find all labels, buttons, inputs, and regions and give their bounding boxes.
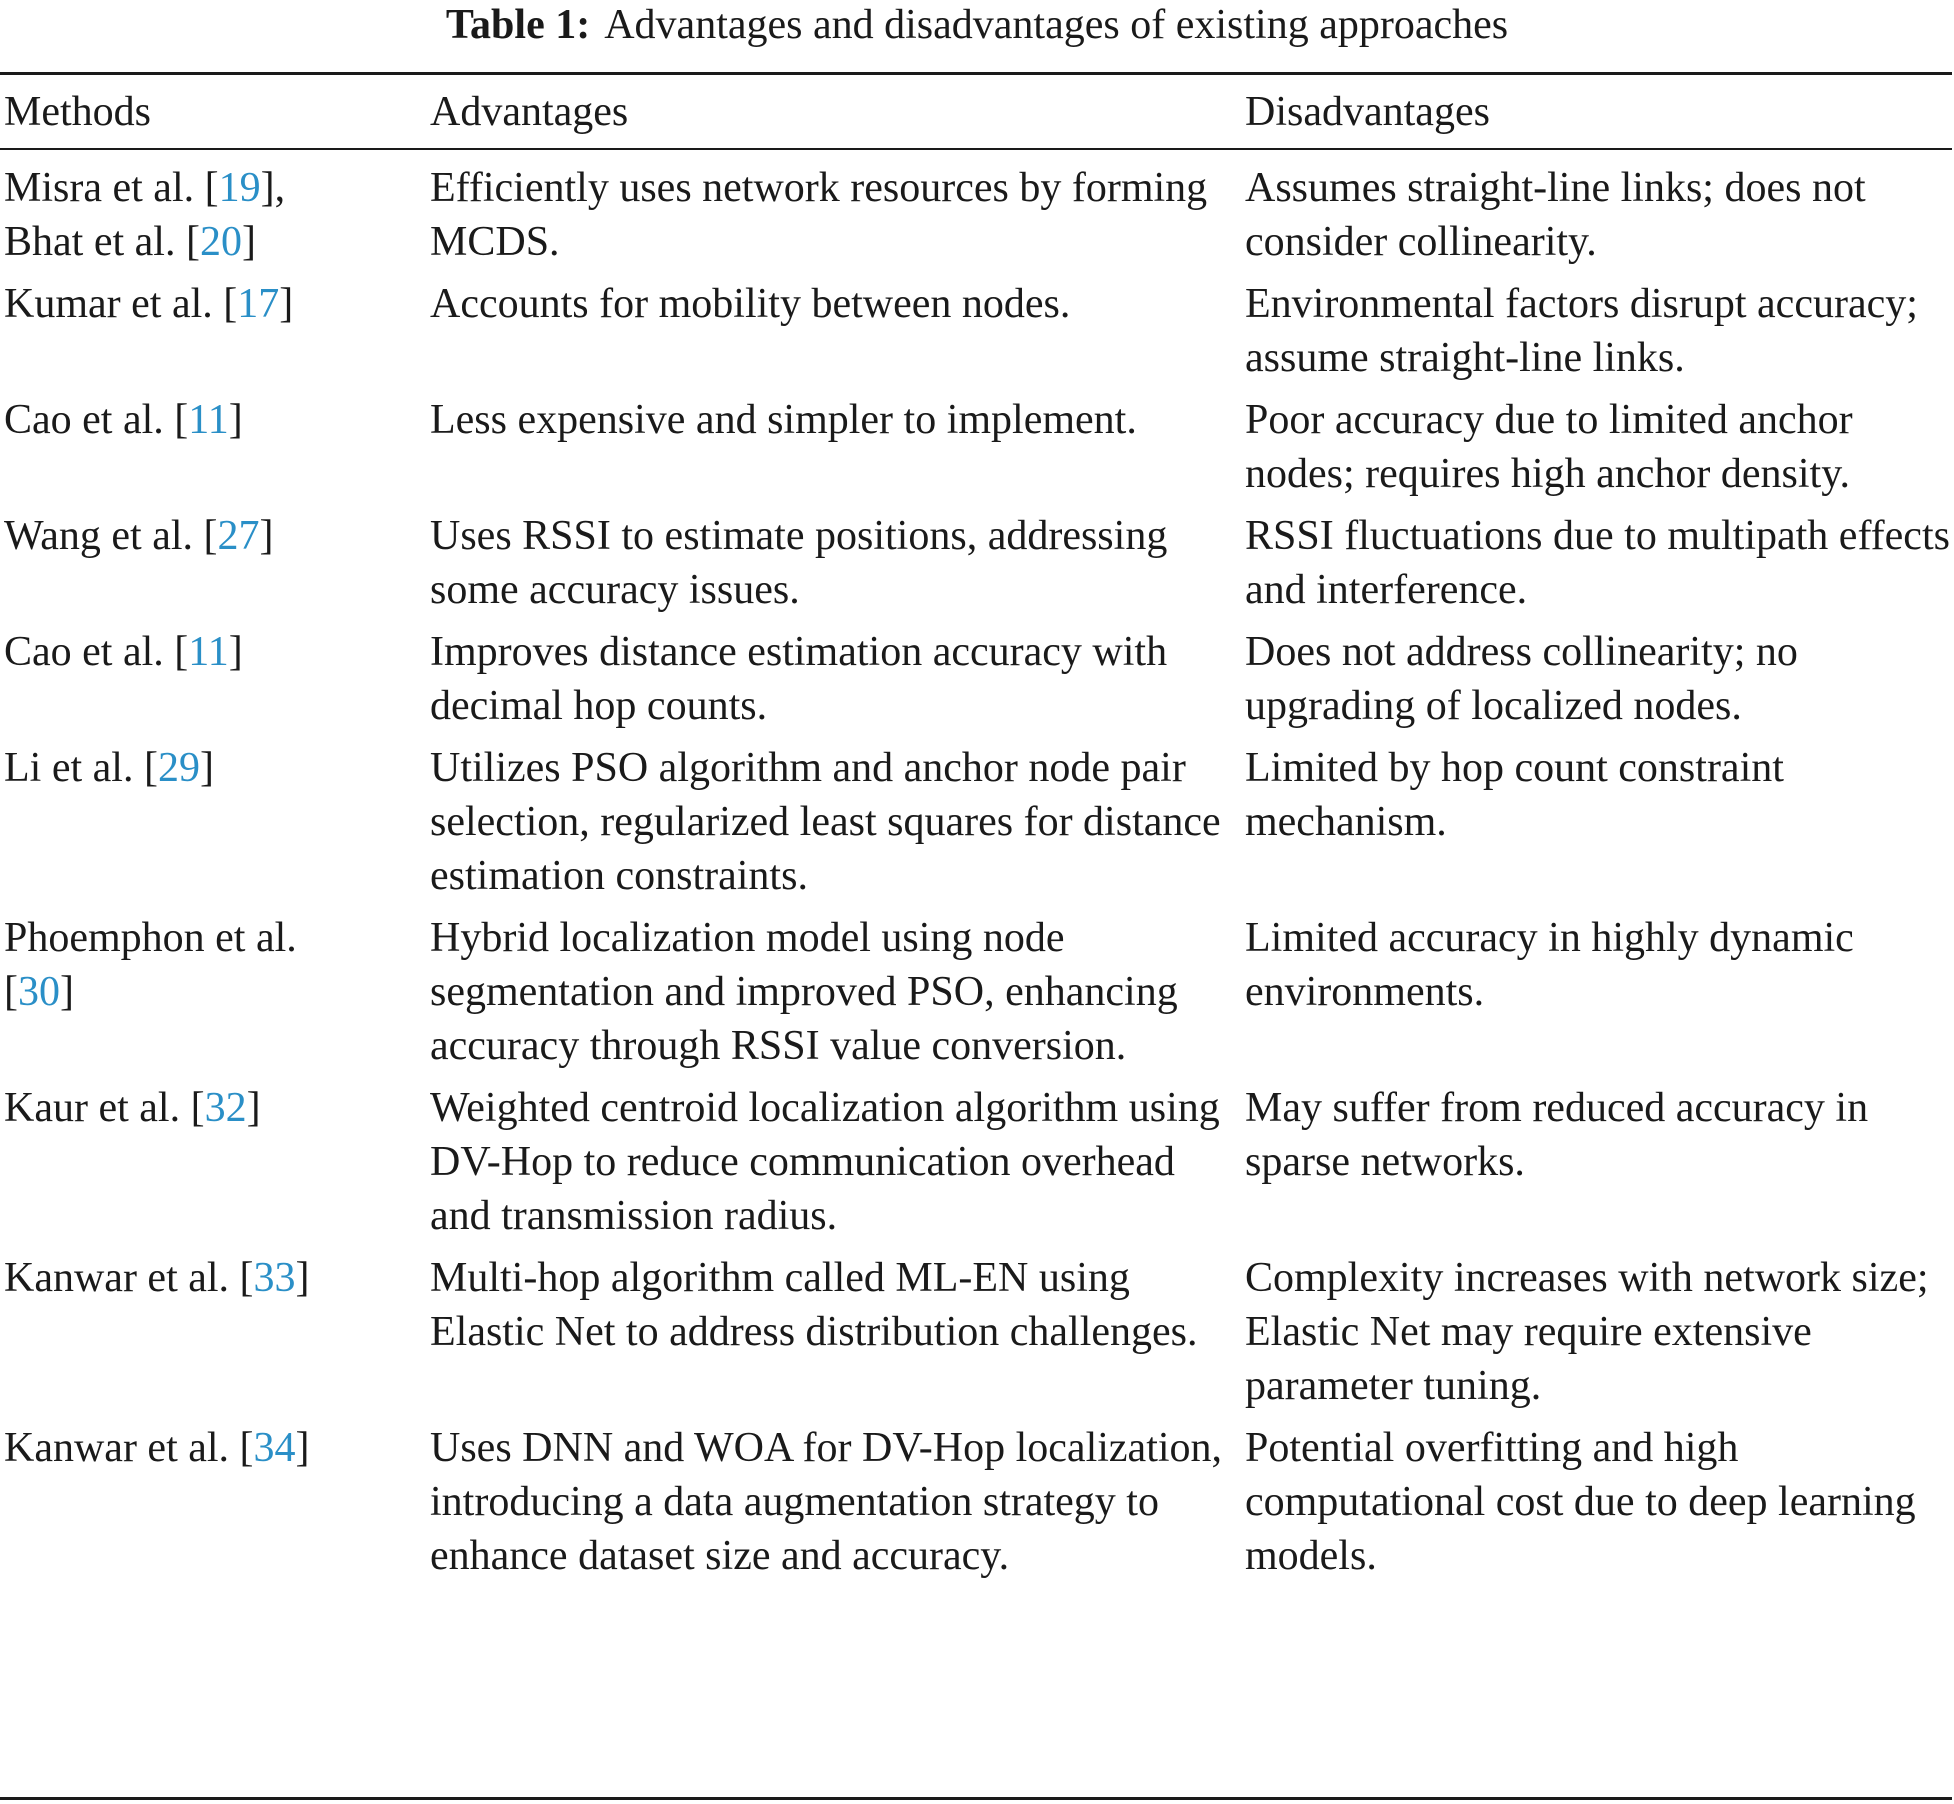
method-cell: Phoemphon et al. [30] [4, 915, 297, 1015]
bottom-rule [0, 1797, 1952, 1800]
citation-link[interactable]: 34 [253, 1425, 296, 1471]
table-caption-label: Table 1: [445, 2, 591, 48]
disadvantages-cell: Potential overfitting and high computational cost due to deep learning models. [1245, 1425, 1916, 1579]
table-caption [0, 0, 1954, 50]
table-row [0, 1081, 1954, 1251]
citation-link[interactable]: 33 [253, 1255, 296, 1301]
disadvantages-cell: Environmental factors disrupt accuracy; assume straight-line links. [1245, 281, 1918, 381]
method-cell: Misra et al. [19], Bhat et al. [20] [4, 165, 286, 265]
advantages-cell: Efficiently uses network resources by forming MCDS. [430, 165, 1208, 265]
advantages-cell: Less expensive and simpler to implement. [430, 397, 1137, 443]
header-disadvantages: Disadvantages [1245, 88, 1490, 135]
citation-link[interactable]: 11 [188, 397, 229, 443]
citation-link[interactable]: 17 [237, 281, 280, 327]
disadvantages-cell: Does not address collinearity; no upgrading of localized nodes. [1245, 629, 1798, 729]
citation-link[interactable]: 32 [204, 1085, 247, 1131]
table-row [0, 741, 1954, 911]
method-cell: Kanwar et al. [33] [4, 1255, 310, 1301]
method-cell: Cao et al. [11] [4, 397, 243, 443]
citation-link[interactable]: 11 [188, 629, 229, 675]
citation-link[interactable]: 29 [157, 745, 200, 791]
advantages-cell: Multi-hop algorithm called ML-EN using Elastic Net to address distribution challenges. [430, 1255, 1198, 1355]
disadvantages-cell: Limited by hop count constraint mechanism. [1245, 745, 1784, 845]
advantages-cell: Uses RSSI to estimate positions, addressing some accuracy issues. [430, 513, 1168, 613]
citation-link[interactable]: 19 [218, 165, 261, 211]
method-cell: Li et al. [29] [4, 745, 214, 791]
table-row [0, 393, 1954, 509]
table-row [0, 1251, 1954, 1421]
method-cell: Kumar et al. [17] [4, 281, 294, 327]
method-cell: Kanwar et al. [34] [4, 1425, 310, 1471]
method-cell: Wang et al. [27] [4, 513, 274, 559]
table-row [0, 148, 1954, 277]
method-cell: Kaur et al. [32] [4, 1085, 261, 1131]
table-caption-text: Advantages and disadvantages of existing approaches [604, 2, 1509, 48]
disadvantages-cell: Complexity increases with network size; Elastic Net may require extensive parameter tuning. [1245, 1255, 1929, 1409]
disadvantages-cell: Limited accuracy in highly dynamic environments. [1245, 915, 1854, 1015]
disadvantages-cell: RSSI fluctuations due to multipath effects and interference. [1245, 513, 1950, 613]
table-row [0, 911, 1954, 1081]
citation-link[interactable]: 30 [18, 969, 60, 1015]
header-methods: Methods [4, 88, 151, 135]
citation-link[interactable]: 20 [199, 219, 242, 265]
comparison-table [0, 75, 1954, 1591]
method-cell: Cao et al. [11] [4, 629, 243, 675]
table-row [0, 509, 1954, 625]
table-header-row [0, 75, 1954, 148]
advantages-cell: Improves distance estimation accuracy with decimal hop counts. [430, 629, 1168, 729]
disadvantages-cell: May suffer from reduced accuracy in sparse networks. [1245, 1085, 1869, 1185]
disadvantages-cell: Assumes straight-line links; does not consider collinearity. [1245, 165, 1866, 265]
advantages-cell: Uses DNN and WOA for DV-Hop localization, introducing a data augmentation strategy to enhance dataset size and accuracy. [430, 1425, 1223, 1579]
table-row [0, 277, 1954, 393]
advantages-cell: Hybrid localization model using node segmentation and improved PSO, enhancing accuracy through RSSI value conversion. [430, 915, 1178, 1069]
header-advantages: Advantages [430, 88, 629, 135]
advantages-cell: Utilizes PSO algorithm and anchor node pair selection, regularized least squares for distance estimation constraints. [430, 745, 1221, 899]
citation-link[interactable]: 27 [217, 513, 260, 559]
disadvantages-cell: Poor accuracy due to limited anchor nodes; requires high anchor density. [1245, 397, 1853, 497]
table-row [0, 625, 1954, 741]
table-row [0, 1421, 1954, 1591]
advantages-cell: Accounts for mobility between nodes. [430, 281, 1071, 327]
advantages-cell: Weighted centroid localization algorithm using DV-Hop to reduce communication overhead and transmission radius. [430, 1085, 1220, 1239]
